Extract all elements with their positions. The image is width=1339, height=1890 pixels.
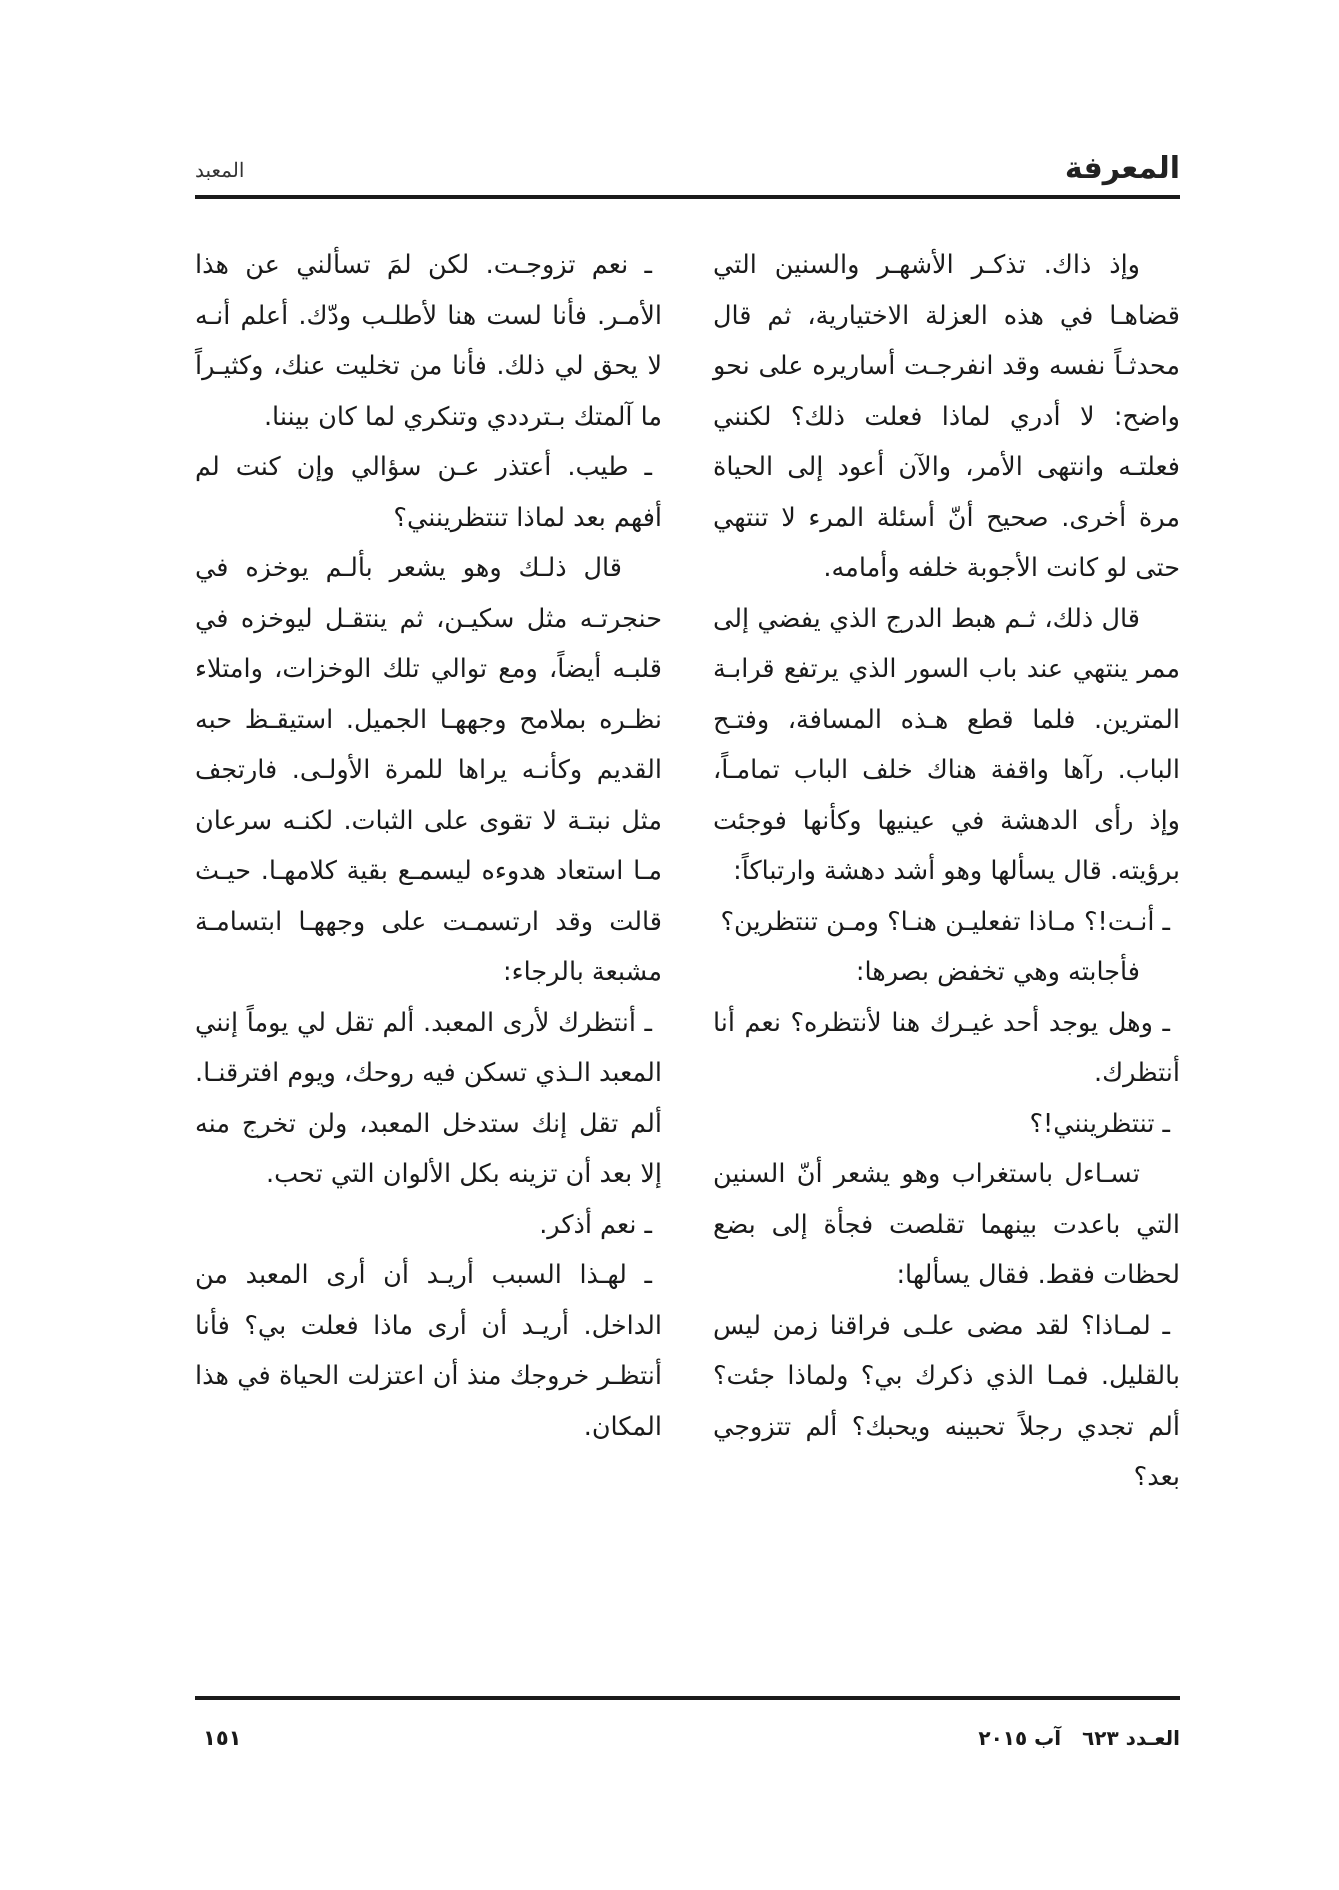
footer-rule <box>195 1696 1180 1700</box>
dialogue-line: ـ أنـت!؟ مـاذا تفعليـن هنـا؟ ومـن تنتظرين؟ <box>720 906 1170 937</box>
page-footer <box>195 1722 1180 1758</box>
dialogue-line: ـ نعم أذكر. <box>539 1209 652 1240</box>
text-column-right <box>713 240 1180 1503</box>
paragraph: قال ذلـك وهو يشعر بألـم يوخزه في حنجرتـه مثل سكيـن، ثم ينتقـل ليوخزه في قلبـه أيضاً، ومع توالي تلك الوخزات، وامتلاء نظـره بملامح وجههـا الجميل. استيقـظ حبه القديم وكأنـه يراها للمرة الأولـى. فارتجف مثل نبتـة لا تقوى على الثبات. لكنـه سرعان مـا استعاد هدوءه ليسمـع بقية كلامهـا. حيـث قالت وقد ارتسمـت على وجههـا ابتسامـة مشبعة بالرجاء: <box>195 553 662 987</box>
paragraph: تسـاءل باستغراب وهو يشعر أنّ السنين التي باعدت بينهما تقلصت فجأة إلى بضع لحظات فقط. فقال يسألها: <box>713 1159 1180 1290</box>
paragraph: وإذ ذاك. تذكـر الأشهـر والسنين التي قضاهـا في هذه العزلة الاختيارية، ثم قال محدثـاً نفسه وقد انفرجـت أساريره على نحو واضح: لا أدري لماذا فعلت ذلك؟ لكنني فعلتـه وانتهى الأمر، والآن أعود إلى الحياة مرة أخرى. صحيح أنّ أسئلة المرء لا تنتهي حتى لو كانت الأجوبة خلفه وأمامه. <box>713 250 1180 583</box>
issue-info <box>964 1722 1180 1754</box>
page-header <box>195 150 1180 192</box>
magazine-masthead: المعرفة <box>1064 151 1180 186</box>
paragraph: قال ذلك، ثـم هبط الدرج الذي يفضي إلى ممر ينتهي عند باب السور الذي يرتفع قرابـة المترين. فلما قطع هـذه المسافة، وفتـح الباب. رآها واقفة هناك خلف الباب تمامـاً، وإذ رأى الدهشة في عينيها وكأنها فوجئت برؤيته. قال يسألها وهو أشد دهشة وارتباكاً: <box>713 603 1180 886</box>
dialogue-line: ـ نعم تزوجـت. لكن لمَ تسألني عن هذا الأمـر. فأنا لست هنا لأطلـب ودّك. أعلم أنـه لا يحق لي ذلك. فأنا من تخليت عنك، وكثيـراً ما آلمتك بـترددي وتنكري لما كان بيننا. <box>195 250 662 432</box>
dialogue-line: ـ لمـاذا؟ لقد مضى علـى فراقنا زمن ليس بالقليل. فمـا الذي ذكرك بي؟ ولماذا جئت؟ ألم تجدي رجلاً تحبينه ويحبك؟ ألم تتزوجي بعد؟ <box>713 1310 1180 1492</box>
running-title: المعبد <box>195 158 245 182</box>
dialogue-line: ـ وهل يوجد أحد غيـرك هنا لأنتظره؟ نعم أنا أنتظرك. <box>713 1007 1180 1088</box>
issue-number: العـدد ٦٢٣ <box>1082 1726 1180 1750</box>
dialogue-line: ـ تنتظرينني!؟ <box>1029 1108 1170 1139</box>
header-rule <box>195 195 1180 199</box>
page-number: ١٥١ <box>203 1726 242 1750</box>
issue-date: آب ٢٠١٥ <box>978 1726 1062 1750</box>
dialogue-line: ـ لهـذا السبب أريـد أن أرى المعبد من الداخل. أريـد أن أرى ماذا فعلت بي؟ فأنا أنتظـر خروجك منذ أن اعتزلت الحياة في هذا المكان. <box>195 1260 662 1442</box>
dialogue-line: ـ أنتظرك لأرى المعبد. ألم تقل لي يوماً إنني المعبد الـذي تسكن فيه روحك، ويوم افترقنـا. ألم تقل إنك ستدخل المعبد، ولن تخرج منه إلا بعد أن تزينه بكل الألوان التي تحب. <box>195 1007 662 1189</box>
paragraph: فأجابته وهي تخفض بصرها: <box>855 957 1140 987</box>
text-column-left <box>195 240 662 1452</box>
dialogue-line: ـ طيب. أعتذر عـن سؤالي وإن كنت لم أفهم بعد لماذا تنتظرينني؟ <box>195 452 662 533</box>
